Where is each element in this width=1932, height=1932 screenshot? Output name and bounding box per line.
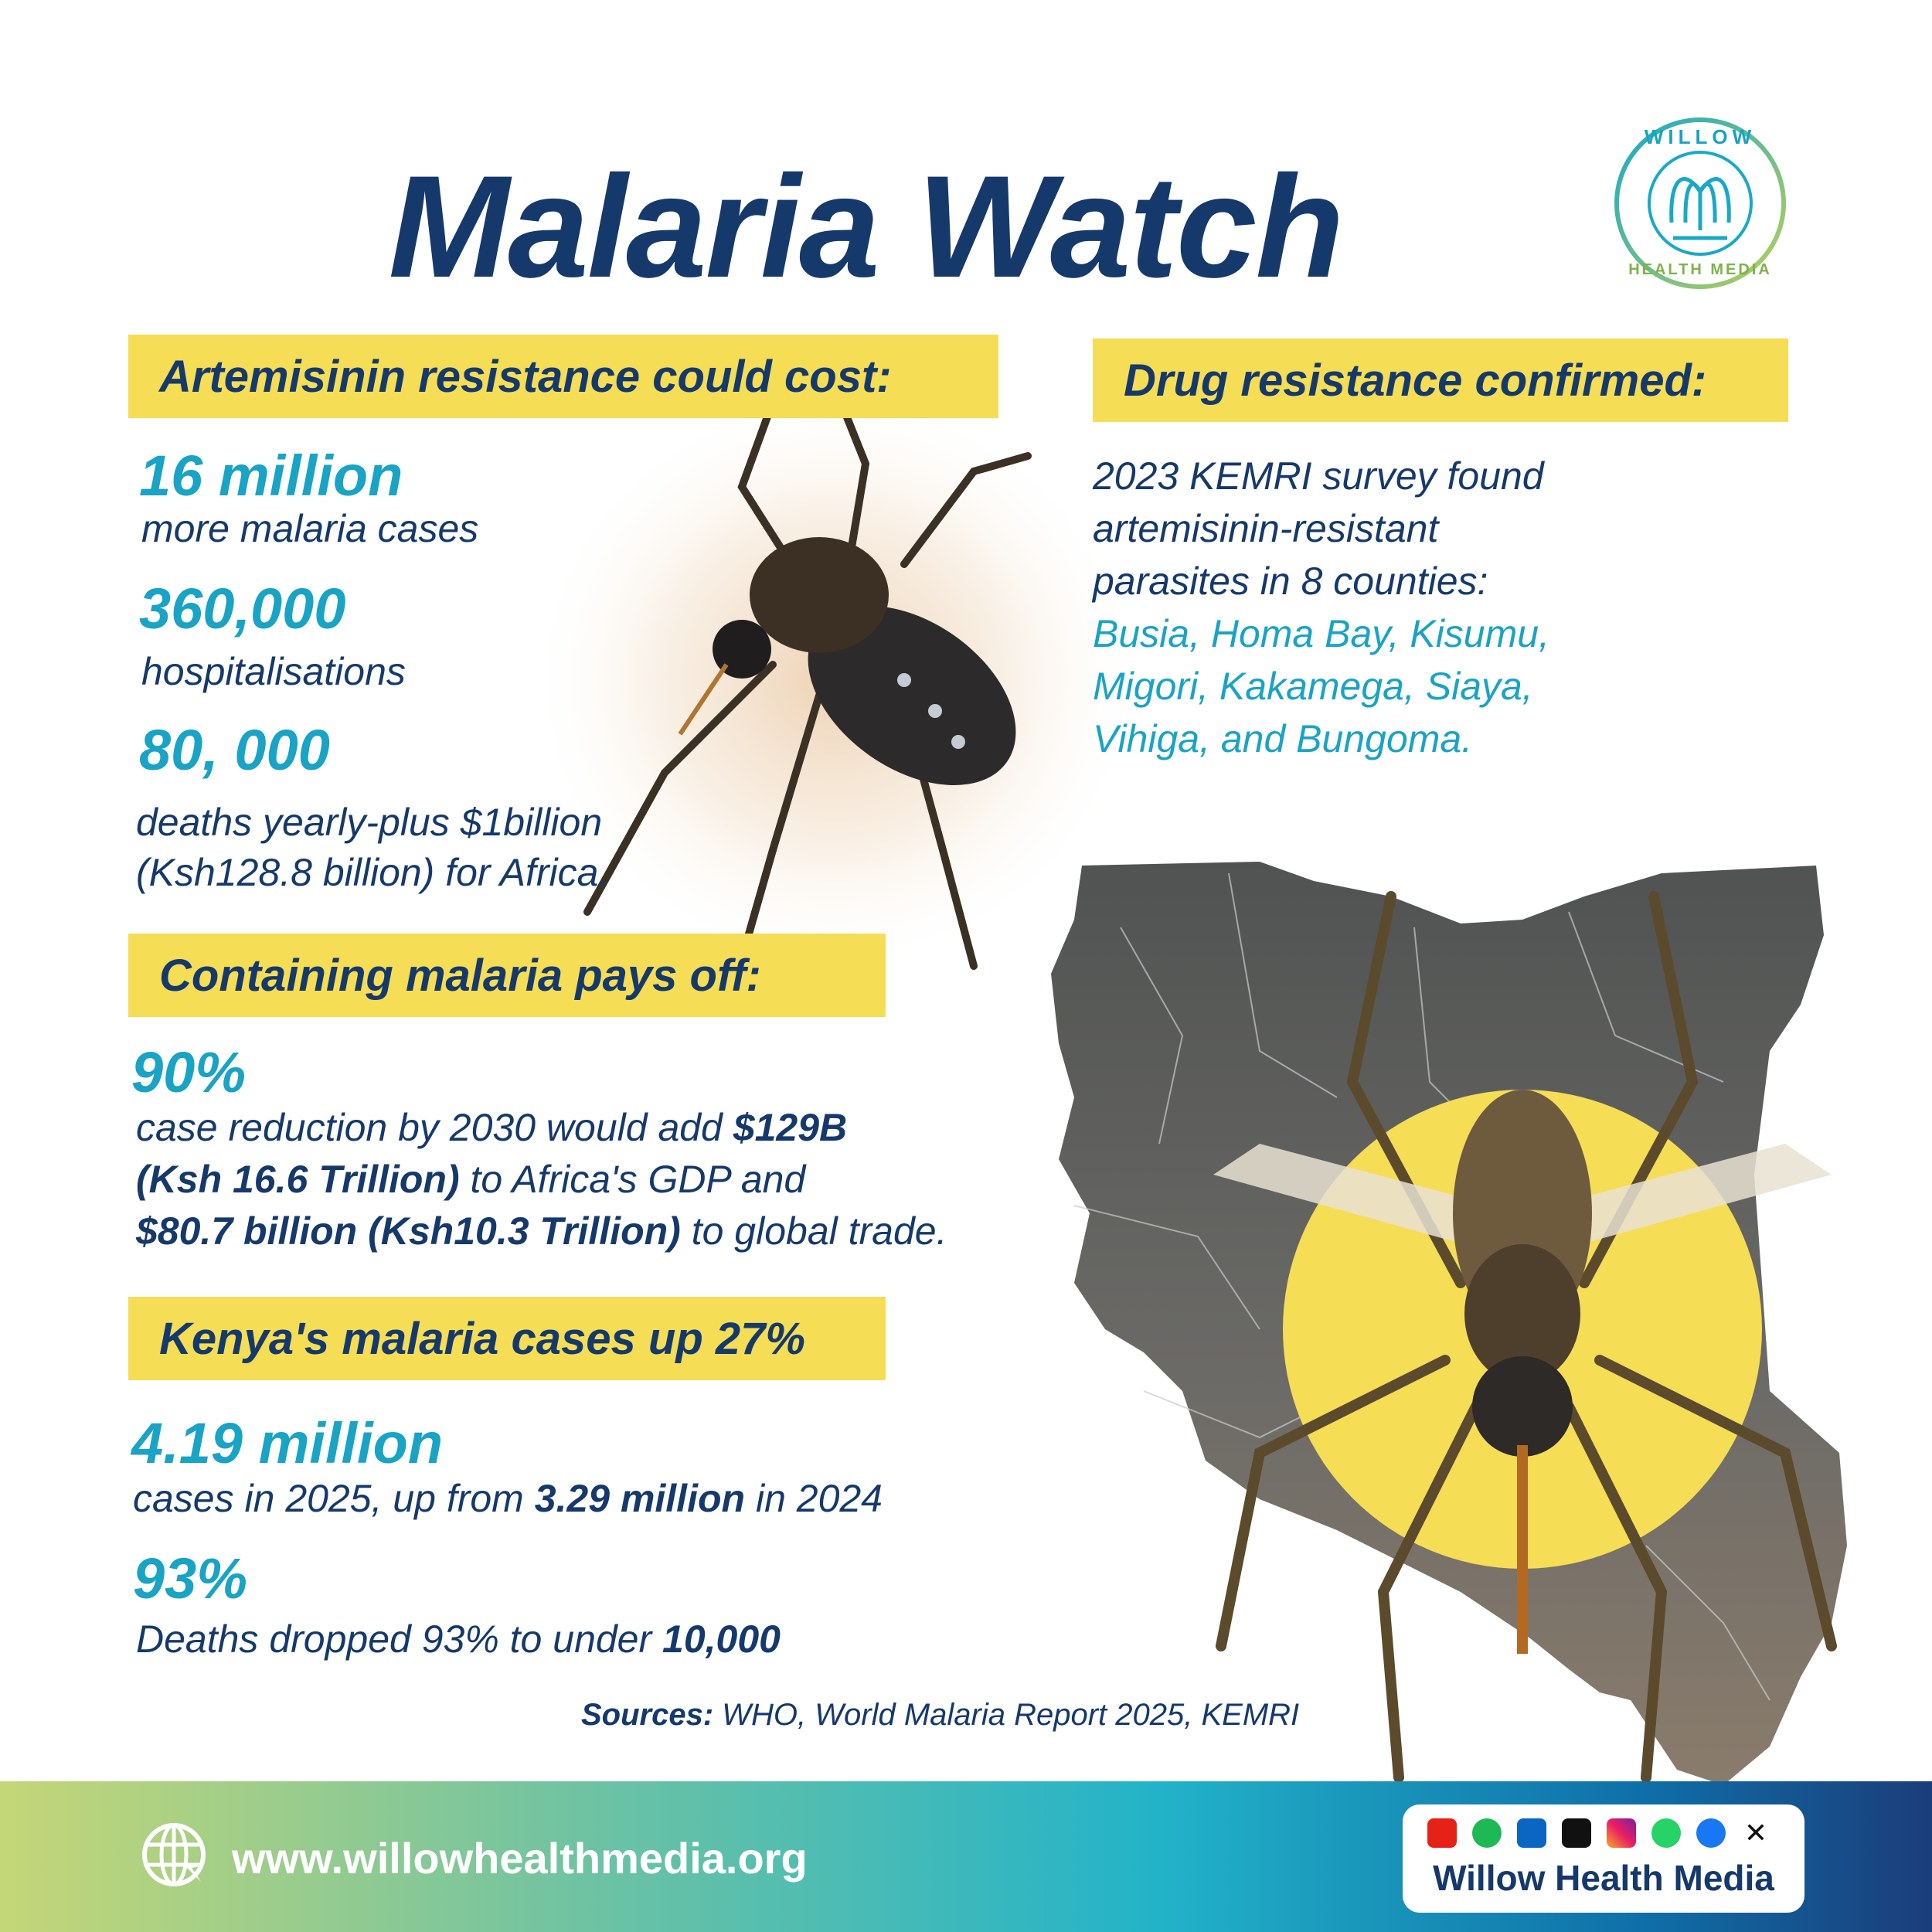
instagram-icon[interactable] bbox=[1607, 1818, 1636, 1848]
kenya-stat1-value: 4.19 million bbox=[131, 1411, 444, 1475]
artemisinin-stat2-value: 360,000 bbox=[139, 577, 346, 641]
drug-counties-line3: Vihiga, and Bungoma. bbox=[1093, 717, 1473, 760]
containing-line1: case reduction by 2030 would add $129B bbox=[136, 1106, 848, 1149]
drug-line1: 2023 KEMRI survey found bbox=[1093, 454, 1544, 498]
brand-name: Willow Health Media bbox=[1433, 1858, 1774, 1898]
kenya-heading-band bbox=[128, 1297, 886, 1380]
website-link[interactable]: www.willowhealthmedia.org bbox=[232, 1834, 808, 1883]
logo-bottom-text: HEALTH MEDIA bbox=[1628, 261, 1772, 278]
youtube-icon[interactable] bbox=[1427, 1818, 1457, 1848]
drug-heading-band bbox=[1093, 338, 1788, 422]
tiktok-icon[interactable] bbox=[1562, 1818, 1591, 1848]
artemisinin-stat2-label: hospitalisations bbox=[141, 650, 406, 693]
drug-line2: artemisinin-resistant bbox=[1093, 507, 1439, 550]
artemisinin-heading: Artemisinin resistance could cost: bbox=[159, 351, 892, 402]
logo-top-text: WILLOW bbox=[1644, 125, 1757, 148]
containing-heading: Containing malaria pays off: bbox=[159, 950, 761, 1001]
kenya-heading: Kenya's malaria cases up 27% bbox=[159, 1313, 805, 1364]
artemisinin-stat1-label: more malaria cases bbox=[141, 507, 479, 550]
x-icon[interactable]: ✕ bbox=[1741, 1818, 1770, 1848]
linkedin-icon[interactable] bbox=[1517, 1818, 1546, 1848]
artemisinin-stat3-line2: (Ksh128.8 billion) for Africa. bbox=[136, 851, 610, 894]
kenya-stat1-line: cases in 2025, up from 3.29 million in 2024 bbox=[133, 1477, 883, 1520]
globe-icon bbox=[139, 1820, 209, 1889]
containing-value: 90% bbox=[131, 1040, 247, 1104]
drug-counties-line2: Migori, Kakamega, Siaya, bbox=[1093, 665, 1533, 708]
social-media-box bbox=[1403, 1804, 1804, 1913]
containing-line3: $80.7 billion (Ksh10.3 Trillion) to global trade. bbox=[136, 1209, 947, 1253]
containing-heading-band bbox=[128, 934, 886, 1017]
artemisinin-stat3-line1: deaths yearly-plus $1billion bbox=[136, 801, 603, 844]
containing-line2: (Ksh 16.6 Trillion) to Africa's GDP and bbox=[136, 1158, 806, 1201]
drug-heading: Drug resistance confirmed: bbox=[1124, 355, 1707, 406]
spotify-icon[interactable] bbox=[1472, 1818, 1502, 1848]
sources-line: Sources: WHO, World Malaria Report 2025, KEMRI bbox=[581, 1698, 1300, 1732]
kenya-map-mosquito-illustration bbox=[1028, 850, 1855, 1816]
kenya-stat2-value: 93% bbox=[133, 1546, 248, 1611]
drug-counties-line1: Busia, Homa Bay, Kisumu, bbox=[1093, 612, 1549, 655]
facebook-icon[interactable] bbox=[1696, 1818, 1726, 1848]
kenya-stat2-line: Deaths dropped 93% to under 10,000 bbox=[136, 1617, 781, 1661]
artemisinin-stat1-value: 16 million bbox=[139, 444, 403, 508]
whatsapp-icon[interactable] bbox=[1651, 1818, 1681, 1848]
page-title: Malaria Watch bbox=[388, 145, 1343, 308]
artemisinin-stat3-value: 80, 000 bbox=[139, 718, 330, 782]
artemisinin-heading-band bbox=[128, 335, 998, 418]
drug-line3: parasites in 8 counties: bbox=[1093, 560, 1488, 603]
